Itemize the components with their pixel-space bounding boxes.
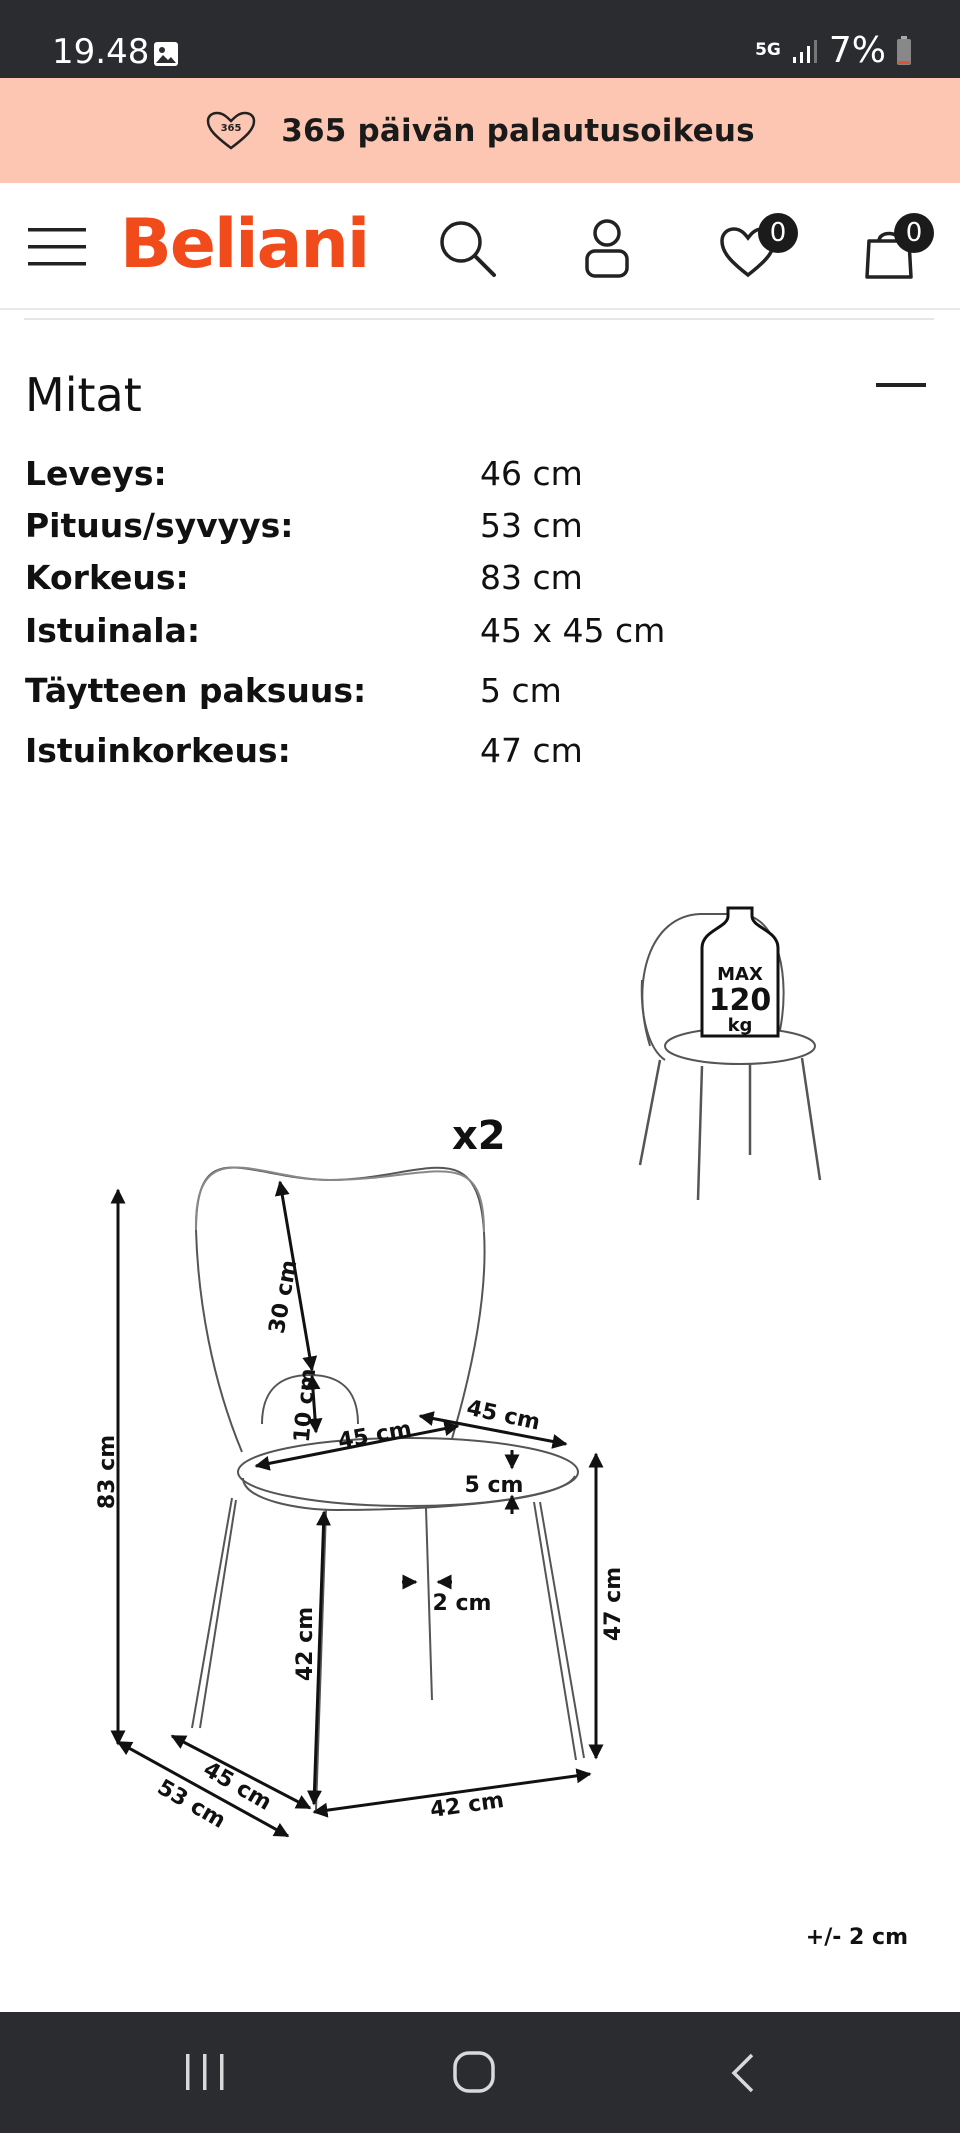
dim-leg-height: 42 cm xyxy=(293,1606,318,1682)
max-load-line1: MAX xyxy=(717,964,763,985)
spec-label: Täytteen paksuus: xyxy=(25,671,367,710)
chair-dimension-diagram xyxy=(0,880,960,1980)
dim-seat-depth: 45 cm xyxy=(464,1395,543,1436)
section-title: Mitat xyxy=(25,368,142,422)
dim-seat-thickness: 5 cm xyxy=(464,1473,524,1498)
status-indicators xyxy=(755,30,912,71)
dim-base-depth-outer: 53 cm xyxy=(152,1774,230,1834)
dim-gap: 10 cm xyxy=(289,1367,322,1444)
spec-label: Istuinala: xyxy=(25,611,201,650)
brand-name: Beliani xyxy=(120,205,369,284)
battery-percent: 7% xyxy=(828,30,886,71)
promo-text: 365 päivän palautusoikeus xyxy=(281,112,755,149)
signal-icon xyxy=(791,37,819,65)
recent-apps-icon[interactable] xyxy=(182,2052,228,2092)
network-icon xyxy=(755,42,781,59)
cart-button[interactable] xyxy=(862,213,952,283)
home-icon[interactable] xyxy=(452,2050,496,2094)
search-icon[interactable] xyxy=(436,217,498,279)
account-icon[interactable] xyxy=(584,217,630,279)
network-label: 5G xyxy=(755,40,781,60)
spec-value: 45 x 45 cm xyxy=(480,611,666,650)
wishlist-count-badge: 0 xyxy=(758,213,798,253)
tolerance-label: +/- 2 cm xyxy=(805,1925,908,1950)
spec-label: Istuinkorkeus: xyxy=(25,731,291,770)
collapse-button[interactable] xyxy=(876,383,926,387)
heart-365-icon xyxy=(205,110,257,152)
heart-365-label: 365 xyxy=(220,122,242,134)
spec-value: 5 cm xyxy=(480,671,562,710)
dim-base-width: 42 cm xyxy=(428,1788,506,1824)
status-bar xyxy=(0,0,960,78)
dim-seat-width: 45 cm xyxy=(336,1416,414,1455)
max-load-line2: 120 xyxy=(708,983,772,1018)
site-header xyxy=(0,183,960,310)
spec-label: Korkeus: xyxy=(25,558,189,597)
system-navigation-bar xyxy=(0,2012,960,2133)
spec-label: Pituus/syvyys: xyxy=(25,506,294,545)
max-load-line3: kg xyxy=(727,1015,753,1036)
gallery-icon xyxy=(152,40,180,68)
spec-value: 46 cm xyxy=(480,454,583,493)
dimension-labels xyxy=(95,1258,626,1834)
promo-banner[interactable] xyxy=(0,78,960,183)
dim-seat-height: 47 cm xyxy=(601,1566,626,1642)
menu-icon[interactable] xyxy=(28,226,86,268)
quantity-label: x2 xyxy=(452,1113,506,1159)
spec-value: 53 cm xyxy=(480,506,583,545)
status-time: 19.48 xyxy=(52,32,150,72)
spec-label: Leveys: xyxy=(25,454,167,493)
cart-count-badge: 0 xyxy=(894,213,934,253)
dim-height-total: 83 cm xyxy=(95,1434,120,1510)
back-icon[interactable] xyxy=(728,2052,758,2094)
spec-value: 47 cm xyxy=(480,731,583,770)
dim-backrest: 30 cm xyxy=(264,1258,303,1336)
dim-leg-thickness: 2 cm xyxy=(432,1591,492,1616)
dim-base-depth-inner: 45 cm xyxy=(198,1756,276,1816)
battery-icon xyxy=(896,36,912,66)
chair-drawing xyxy=(192,1168,584,1811)
wishlist-button[interactable] xyxy=(714,213,804,283)
spec-value: 83 cm xyxy=(480,558,583,597)
divider xyxy=(24,318,934,320)
max-load-illustration xyxy=(640,908,820,1200)
brand-logo[interactable] xyxy=(120,205,390,285)
